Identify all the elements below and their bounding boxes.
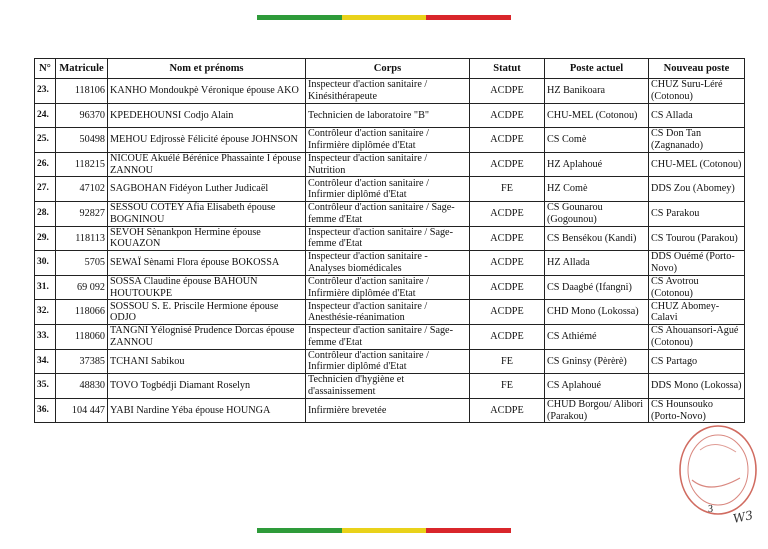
col-header-nom: Nom et prénoms xyxy=(108,59,306,79)
row-poste-actuel: CS Aplahoué xyxy=(545,374,649,399)
row-statut: FE xyxy=(470,374,545,399)
row-statut: ACDPE xyxy=(470,128,545,153)
row-matricule: 50498 xyxy=(56,128,108,153)
handwritten-initials: W3 xyxy=(731,508,755,526)
row-matricule: 118113 xyxy=(56,226,108,251)
row-poste-actuel: HZ Aplahoué xyxy=(545,152,649,177)
row-number: 32. xyxy=(35,300,56,325)
row-poste-actuel: CS Bensékou (Kandi) xyxy=(545,226,649,251)
row-corps: Contrôleur d'action sanitaire / Sage-femme d'Etat xyxy=(306,201,470,226)
table-row xyxy=(35,128,745,153)
row-nouveau-poste: DDS Ouémé (Porto-Novo) xyxy=(649,251,745,276)
row-corps: Inspecteur d'action sanitaire / Anesthésie-réanimation xyxy=(306,300,470,325)
row-poste-actuel: HZ Allada xyxy=(545,251,649,276)
row-nouveau-poste: CS Ahouansori-Agué (Cotonou) xyxy=(649,324,745,349)
row-name: SEWAÏ Sènami Flora épouse BOKOSSA xyxy=(108,251,306,276)
row-name: SAGBOHAN Fidéyon Luther Judicaël xyxy=(108,177,306,202)
row-number: 30. xyxy=(35,251,56,276)
row-poste-actuel: CS Gninsy (Pèrèrè) xyxy=(545,349,649,374)
table-row xyxy=(35,374,745,399)
row-statut: ACDPE xyxy=(470,152,545,177)
row-matricule: 69 092 xyxy=(56,275,108,300)
table-row xyxy=(35,226,745,251)
row-nouveau-poste: CS Partago xyxy=(649,349,745,374)
row-matricule: 118066 xyxy=(56,300,108,325)
row-number: 35. xyxy=(35,374,56,399)
table-row xyxy=(35,300,745,325)
row-statut: ACDPE xyxy=(470,103,545,128)
row-number: 26. xyxy=(35,152,56,177)
row-statut: ACDPE xyxy=(470,251,545,276)
flag-band-bottom xyxy=(257,528,511,533)
row-name: SESSOU COTEY Afia Elisabeth épouse BOGNINOU xyxy=(108,201,306,226)
row-statut: ACDPE xyxy=(470,79,545,104)
row-nouveau-poste: CHUZ Abomey-Calavi xyxy=(649,300,745,325)
row-statut: ACDPE xyxy=(470,275,545,300)
row-poste-actuel: HZ Comè xyxy=(545,177,649,202)
row-nouveau-poste: CS Tourou (Parakou) xyxy=(649,226,745,251)
table-row xyxy=(35,275,745,300)
table-row xyxy=(35,251,745,276)
row-nouveau-poste: CS Allada xyxy=(649,103,745,128)
flag-green xyxy=(257,528,342,533)
flag-yellow xyxy=(342,528,427,533)
row-number: 33. xyxy=(35,324,56,349)
table-row xyxy=(35,349,745,374)
row-statut: ACDPE xyxy=(470,300,545,325)
row-number: 36. xyxy=(35,398,56,423)
flag-band-top xyxy=(257,15,511,20)
row-number: 31. xyxy=(35,275,56,300)
row-name: SOSSA Claudine épouse BAHOUN HOUTOUKPE xyxy=(108,275,306,300)
official-stamp xyxy=(670,420,760,520)
row-corps: Contrôleur d'action sanitaire / Infirmier diplômé d'Etat xyxy=(306,349,470,374)
row-name: SEVOH Sènankpon Hermine épouse KOUAZON xyxy=(108,226,306,251)
row-nouveau-poste: DDS Zou (Abomey) xyxy=(649,177,745,202)
row-number: 34. xyxy=(35,349,56,374)
table-row xyxy=(35,103,745,128)
row-poste-actuel: CS Gounarou (Gogounou) xyxy=(545,201,649,226)
table-row xyxy=(35,152,745,177)
row-poste-actuel: CS Daagbé (Ifangni) xyxy=(545,275,649,300)
row-matricule: 96370 xyxy=(56,103,108,128)
row-statut: FE xyxy=(470,349,545,374)
table-row xyxy=(35,177,745,202)
flag-yellow xyxy=(342,15,427,20)
row-name: TANGNI Yélognisé Prudence Dorcas épouse ZANNOU xyxy=(108,324,306,349)
row-matricule: 48830 xyxy=(56,374,108,399)
row-name: MEHOU Edjrossè Félicité épouse JOHNSON xyxy=(108,128,306,153)
row-name: TCHANI Sabikou xyxy=(108,349,306,374)
row-matricule: 118215 xyxy=(56,152,108,177)
row-nouveau-poste: CHU-MEL (Cotonou) xyxy=(649,152,745,177)
row-statut: ACDPE xyxy=(470,226,545,251)
flag-red xyxy=(426,15,511,20)
row-nouveau-poste: CS Hounsouko (Porto-Novo) xyxy=(649,398,745,423)
row-number: 23. xyxy=(35,79,56,104)
row-matricule: 37385 xyxy=(56,349,108,374)
row-corps: Inspecteur d'action sanitaire / Kinésithérapeute xyxy=(306,79,470,104)
col-header-corps: Corps xyxy=(306,59,470,79)
row-statut: ACDPE xyxy=(470,398,545,423)
row-corps: Contrôleur d'action sanitaire / Infirmière diplômée d'Etat xyxy=(306,128,470,153)
row-corps: Inspecteur d'action sanitaire / Sage-femme d'Etat xyxy=(306,226,470,251)
table-header-row xyxy=(35,59,745,79)
row-name: SOSSOU S. E. Priscile Hermione épouse ODJO xyxy=(108,300,306,325)
col-header-nouveau-poste: Nouveau poste xyxy=(649,59,745,79)
row-statut: ACDPE xyxy=(470,324,545,349)
row-corps: Technicien d'hygiène et d'assainissement xyxy=(306,374,470,399)
row-statut: ACDPE xyxy=(470,201,545,226)
row-corps: Contrôleur d'action sanitaire / Infirmière diplômée d'Etat xyxy=(306,275,470,300)
row-poste-actuel: CS Athiémé xyxy=(545,324,649,349)
row-corps: Infirmière brevetée xyxy=(306,398,470,423)
row-nouveau-poste: CS Parakou xyxy=(649,201,745,226)
row-number: 24. xyxy=(35,103,56,128)
table-row xyxy=(35,79,745,104)
row-number: 29. xyxy=(35,226,56,251)
table-row xyxy=(35,201,745,226)
row-nouveau-poste: CHUZ Suru-Léré (Cotonou) xyxy=(649,79,745,104)
row-nouveau-poste: DDS Mono (Lokossa) xyxy=(649,374,745,399)
row-matricule: 118060 xyxy=(56,324,108,349)
row-matricule: 92827 xyxy=(56,201,108,226)
table-row xyxy=(35,324,745,349)
row-poste-actuel: HZ Banikoara xyxy=(545,79,649,104)
row-corps: Technicien de laboratoire "B" xyxy=(306,103,470,128)
row-number: 25. xyxy=(35,128,56,153)
row-matricule: 47102 xyxy=(56,177,108,202)
col-header-statut: Statut xyxy=(470,59,545,79)
row-number: 28. xyxy=(35,201,56,226)
row-matricule: 5705 xyxy=(56,251,108,276)
row-statut: FE xyxy=(470,177,545,202)
row-name: TOVO Togbédji Diamant Roselyn xyxy=(108,374,306,399)
table-row xyxy=(35,398,745,423)
col-header-no: N° xyxy=(35,59,56,79)
row-nouveau-poste: CS Avotrou (Cotonou) xyxy=(649,275,745,300)
page-number: 3 xyxy=(708,504,713,515)
row-poste-actuel: CHU-MEL (Cotonou) xyxy=(545,103,649,128)
row-poste-actuel: CHUD Borgou/ Alibori (Parakou) xyxy=(545,398,649,423)
row-name: KANHO Mondoukpè Véronique épouse AKO xyxy=(108,79,306,104)
row-corps: Contrôleur d'action sanitaire / Infirmier diplômé d'Etat xyxy=(306,177,470,202)
row-poste-actuel: CS Comè xyxy=(545,128,649,153)
flag-red xyxy=(426,528,511,533)
row-matricule: 118106 xyxy=(56,79,108,104)
flag-green xyxy=(257,15,342,20)
row-nouveau-poste: CS Don Tan (Zagnanado) xyxy=(649,128,745,153)
row-name: YABI Nardine Yéba épouse HOUNGA xyxy=(108,398,306,423)
row-corps: Inspecteur d'action sanitaire / Nutrition xyxy=(306,152,470,177)
row-corps: Inspecteur d'action sanitaire - Analyses biomédicales xyxy=(306,251,470,276)
row-name: NICOUE Akuélé Bérénice Phassainte I épouse ZANNOU xyxy=(108,152,306,177)
assignment-table xyxy=(34,58,745,423)
row-poste-actuel: CHD Mono (Lokossa) xyxy=(545,300,649,325)
row-name: KPEDEHOUNSI Codjo Alain xyxy=(108,103,306,128)
row-number: 27. xyxy=(35,177,56,202)
col-header-poste-actuel: Poste actuel xyxy=(545,59,649,79)
col-header-matricule: Matricule xyxy=(56,59,108,79)
row-matricule: 104 447 xyxy=(56,398,108,423)
row-corps: Inspecteur d'action sanitaire / Sage-femme d'Etat xyxy=(306,324,470,349)
